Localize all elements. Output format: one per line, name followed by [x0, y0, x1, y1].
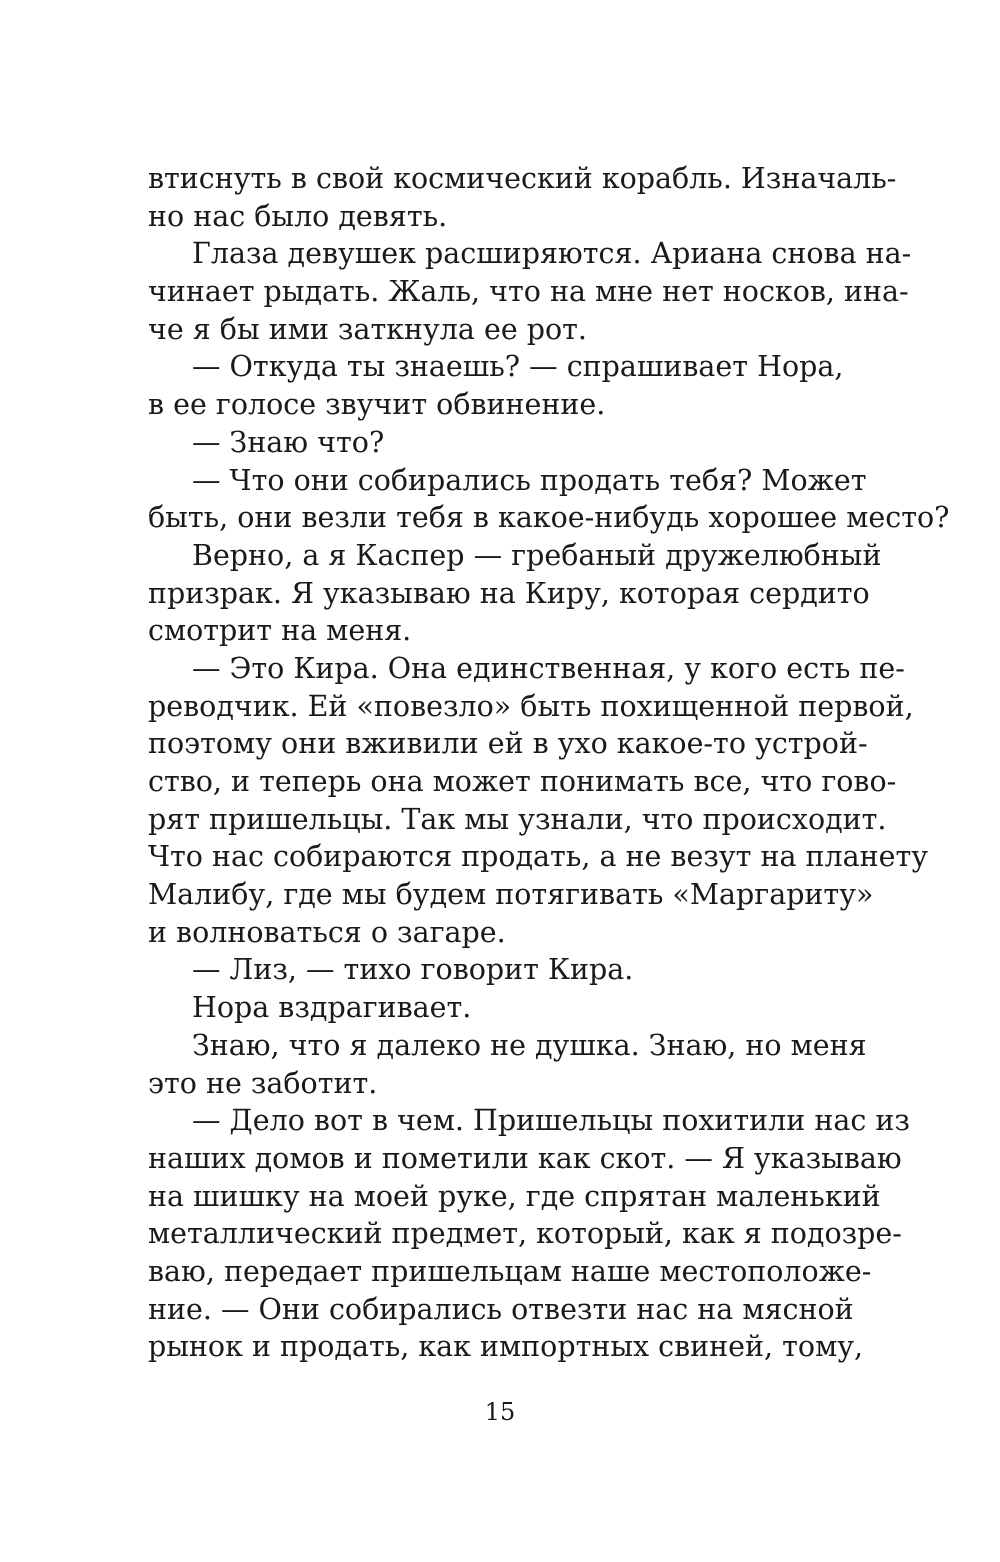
text-line: — Дело вот в чем. Пришельцы похитили нас из: [192, 1104, 910, 1138]
text-line: ние. — Они собирались отвезти нас на мясной: [148, 1292, 854, 1326]
text-line: Глаза девушек расширяются. Ариана снова на-: [192, 237, 912, 271]
body-text: [148, 160, 950, 1366]
text-line: смотрит на меня.: [148, 614, 412, 648]
text-line: реводчик. Ей «повезло» быть похищенной первой,: [148, 689, 914, 723]
text-line: Знаю, что я далеко не душка. Знаю, но меня: [192, 1028, 867, 1062]
text-line: — Это Кира. Она единственная, у кого есть пе-: [192, 651, 905, 685]
text-line: ваю, передает пришельцам наше местоположе-: [148, 1254, 872, 1288]
text-line: Нора вздрагивает.: [192, 991, 472, 1025]
text-line: — Лиз, — тихо говорит Кира.: [192, 953, 634, 987]
text-line: на шишку на моей руке, где спрятан маленький: [148, 1179, 881, 1213]
text-line: — Откуда ты знаешь? — спрашивает Нора,: [192, 350, 844, 384]
text-line: металлический предмет, который, как я подозре-: [148, 1217, 902, 1251]
text-line: быть, они везли тебя в какое-нибудь хорошее место?: [148, 501, 950, 535]
text-line: но нас было девять.: [148, 199, 448, 233]
text-line: Малибу, где мы будем потягивать «Маргариту»: [148, 878, 874, 912]
page-number: 15: [484, 1398, 516, 1426]
text-line: поэтому они вживили ей в ухо какое-то устрой-: [148, 727, 868, 761]
text-line: Верно, а я Каспер — гребаный дружелюбный: [192, 538, 882, 572]
text-line: ство, и теперь она может понимать все, что гово-: [148, 765, 897, 798]
text-line: Что нас собираются продать, а не везут на планету: [148, 840, 929, 874]
text-line: чинает рыдать. Жаль, что на мне нет носков, ина-: [148, 275, 909, 309]
text-line: это не заботит.: [148, 1066, 378, 1100]
text-line: призрак. Я указываю на Киру, которая сердито: [148, 576, 870, 610]
text-line: и волноваться о загаре.: [148, 915, 506, 949]
text-line: втиснуть в свой космический корабль. Изначаль-: [148, 162, 897, 195]
text-line: рынок и продать, как импортных свиней, тому,: [148, 1330, 864, 1364]
text-line: че я бы ими заткнула ее рот.: [148, 312, 587, 346]
text-line: — Что они собирались продать тебя? Может: [192, 463, 867, 497]
text-line: в ее голосе звучит обвинение.: [148, 388, 606, 422]
text-line: — Знаю что?: [192, 425, 385, 459]
text-line: рят пришельцы. Так мы узнали, что происходит.: [148, 802, 887, 836]
text-line: наших домов и пометили как скот. — Я указываю: [148, 1141, 902, 1175]
